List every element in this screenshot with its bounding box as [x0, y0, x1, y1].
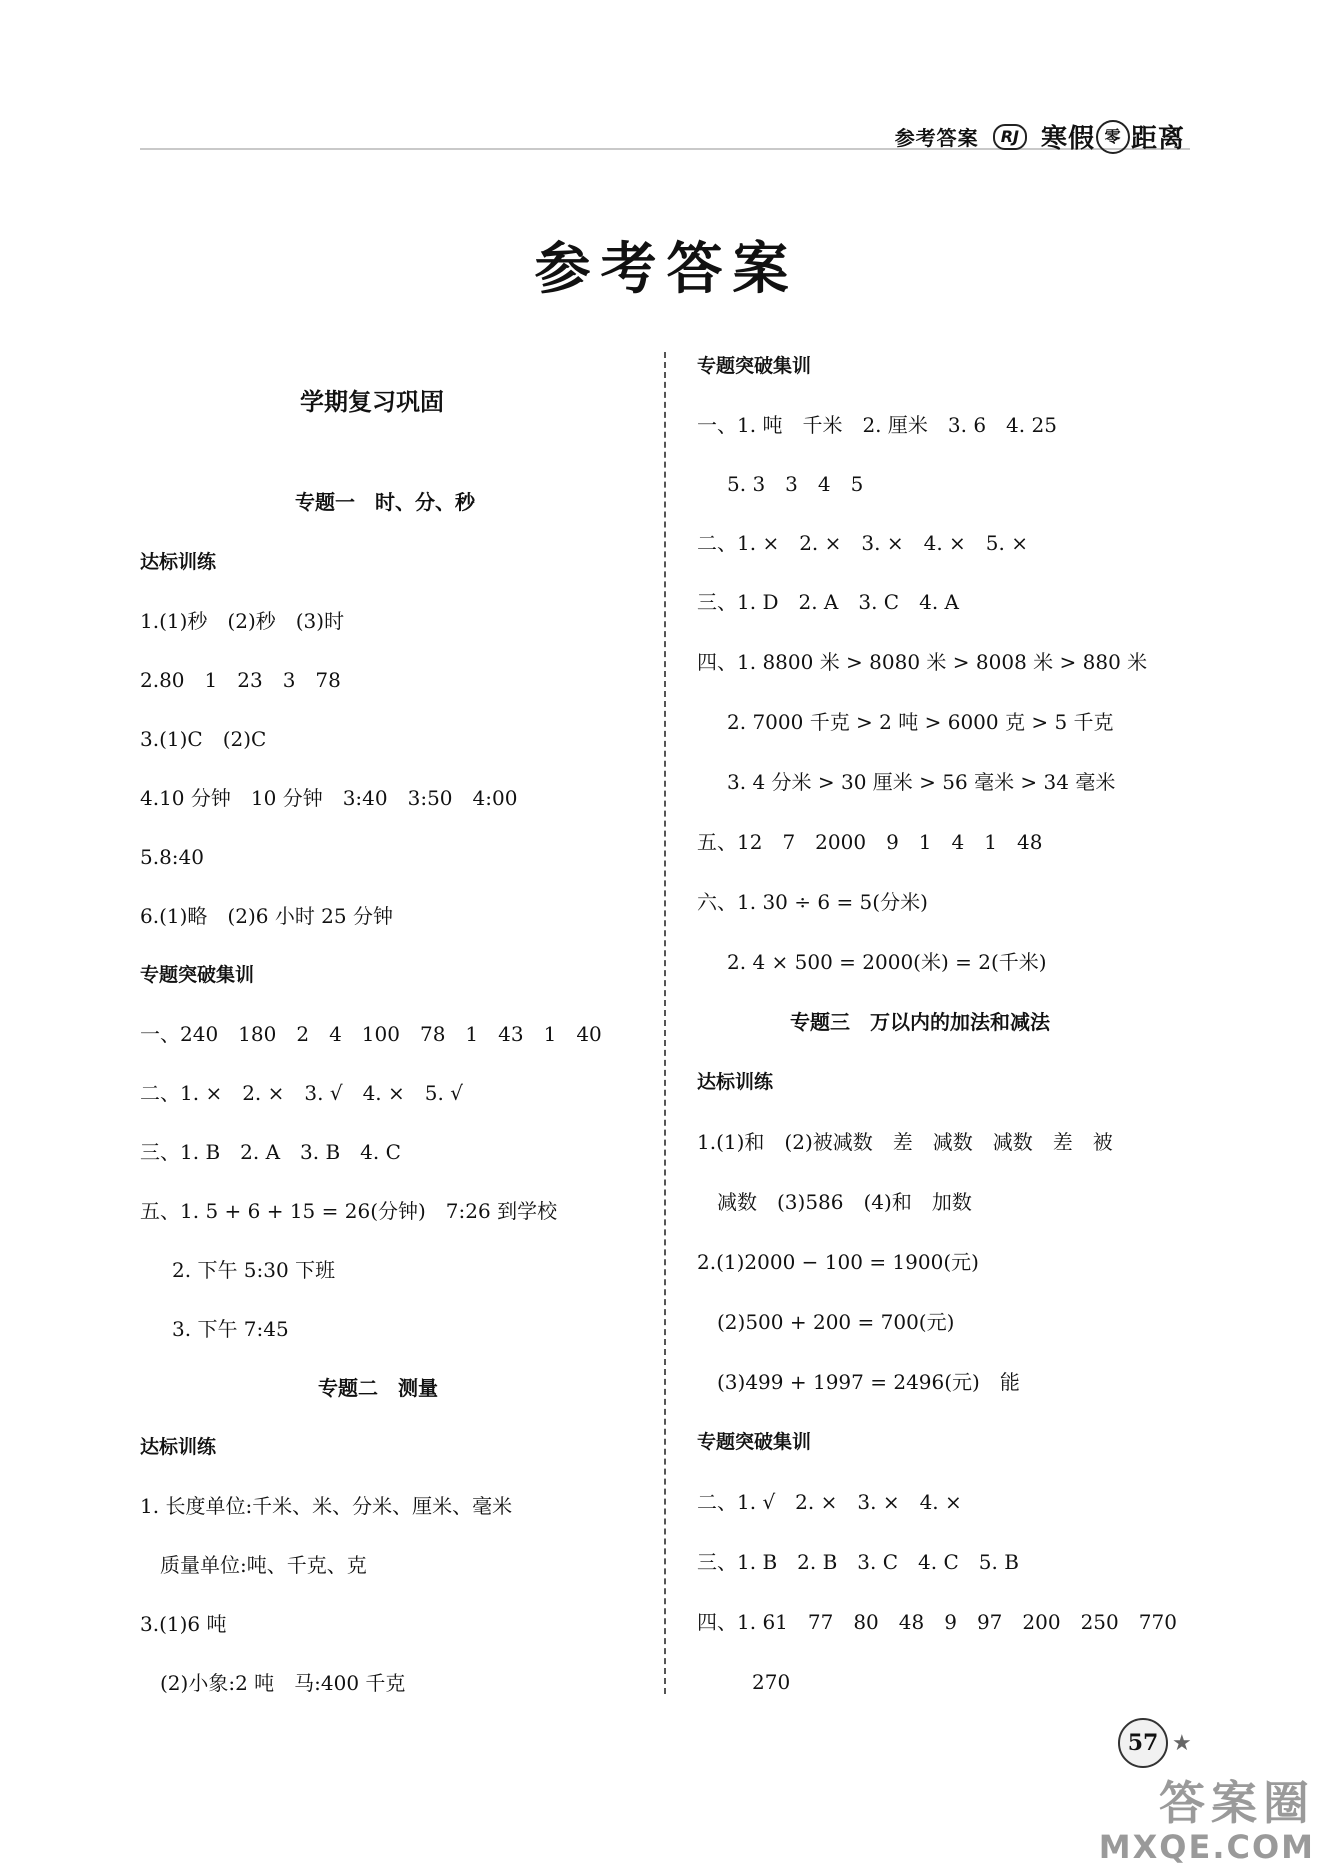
sub-heading: 达标训练 [697, 1071, 774, 1093]
answer-line: 3.(1)C (2)C [140, 727, 267, 751]
page-number: 57 [1118, 1718, 1168, 1768]
sub-heading: 专题突破集训 [697, 1431, 812, 1453]
sub-heading: 专题突破集训 [140, 964, 255, 986]
sub-heading: 达标训练 [140, 1436, 217, 1458]
answer-line: 1.(1)和 (2)被减数 差 减数 减数 差 被 [697, 1130, 1113, 1154]
section-title: 学期复习巩固 [300, 387, 444, 416]
answer-line: 4.10 分钟 10 分钟 3:40 3:50 4:00 [140, 786, 518, 810]
answer-line: 5. 3 3 4 5 [727, 472, 864, 496]
answer-line: 2.(1)2000 − 100 = 1900(元) [697, 1250, 979, 1274]
answer-line: 2. 7000 千克 > 2 吨 > 6000 克 > 5 千克 [727, 710, 1114, 734]
column-divider [664, 352, 666, 1694]
answer-line: 四、1. 8800 米 > 8080 米 > 8008 米 > 880 米 [697, 650, 1148, 674]
answer-line: 270 [752, 1670, 791, 1694]
answer-line: 2. 下午 5:30 下班 [172, 1258, 336, 1282]
watermark-text: 答案圈 [1159, 1776, 1315, 1830]
answer-line: 一、240 180 2 4 100 78 1 43 1 40 [140, 1022, 602, 1046]
sub-heading: 达标训练 [140, 551, 217, 573]
brand-ring-icon: 零 [1096, 120, 1130, 154]
answer-line: 三、1. B 2. A 3. B 4. C [140, 1140, 401, 1164]
answer-line: 1.(1)秒 (2)秒 (3)时 [140, 609, 345, 633]
topic-heading-3: 专题三 万以内的加法和减法 [790, 1010, 1050, 1034]
answer-line: 三、1. D 2. A 3. C 4. A [697, 590, 959, 614]
page-title: 参考答案 [534, 236, 799, 302]
watermark-url: MXQE.COM [1098, 1828, 1315, 1866]
answer-line: 3.(1)6 吨 [140, 1612, 227, 1636]
answer-line: 1. 长度单位:千米、米、分米、厘米、毫米 [140, 1494, 513, 1518]
answer-line: 六、1. 30 ÷ 6 = 5(分米) [697, 890, 928, 914]
running-header [895, 118, 1185, 155]
topic-heading-2: 专题二 测量 [318, 1376, 438, 1400]
watermark [1099, 1777, 1315, 1865]
answer-line: 一、1. 吨 千米 2. 厘米 3. 6 4. 25 [697, 413, 1057, 437]
answer-line: 二、1. √ 2. × 3. × 4. × [697, 1490, 962, 1514]
answer-line: 二、1. × 2. × 3. × 4. × 5. × [697, 531, 1028, 555]
answer-line: 五、12 7 2000 9 1 4 1 48 [697, 830, 1043, 854]
sub-heading: 专题突破集训 [697, 355, 812, 377]
answer-line: 2. 4 × 500 = 2000(米) = 2(千米) [727, 950, 1047, 974]
answer-line: (2)小象:2 吨 马:400 千克 [160, 1671, 406, 1695]
answer-line: 二、1. × 2. × 3. √ 4. × 5. √ [140, 1081, 463, 1105]
answer-line: 五、1. 5 + 6 + 15 = 26(分钟) 7:26 到学校 [140, 1199, 558, 1223]
answer-line: 6.(1)略 (2)6 小时 25 分钟 [140, 904, 393, 928]
answer-line: 三、1. B 2. B 3. C 4. C 5. B [697, 1550, 1019, 1574]
answer-line: 3. 4 分米 > 30 厘米 > 56 毫米 > 34 毫米 [727, 770, 1116, 794]
answer-line: 质量单位:吨、千克、克 [160, 1553, 367, 1577]
answer-line: 2.80 1 23 3 78 [140, 668, 341, 692]
answer-line: 5.8:40 [140, 845, 204, 869]
bird-icon: ★ [1172, 1730, 1192, 1756]
brand-logo: 寒假 零 距离 [1041, 118, 1185, 155]
rj-badge: RJ [993, 124, 1027, 150]
answer-line: 减数 (3)586 (4)和 加数 [717, 1190, 972, 1214]
answer-line: 四、1. 61 77 80 48 9 97 200 250 770 [697, 1610, 1177, 1634]
header-label: 参考答案 [894, 126, 979, 150]
answer-line: (3)499 + 1997 = 2496(元) 能 [717, 1370, 1020, 1394]
topic-heading-1: 专题一 时、分、秒 [295, 490, 475, 514]
answer-line: (2)500 + 200 = 700(元) [717, 1310, 955, 1334]
answer-line: 3. 下午 7:45 [172, 1317, 289, 1341]
page-number-badge [1118, 1718, 1192, 1768]
